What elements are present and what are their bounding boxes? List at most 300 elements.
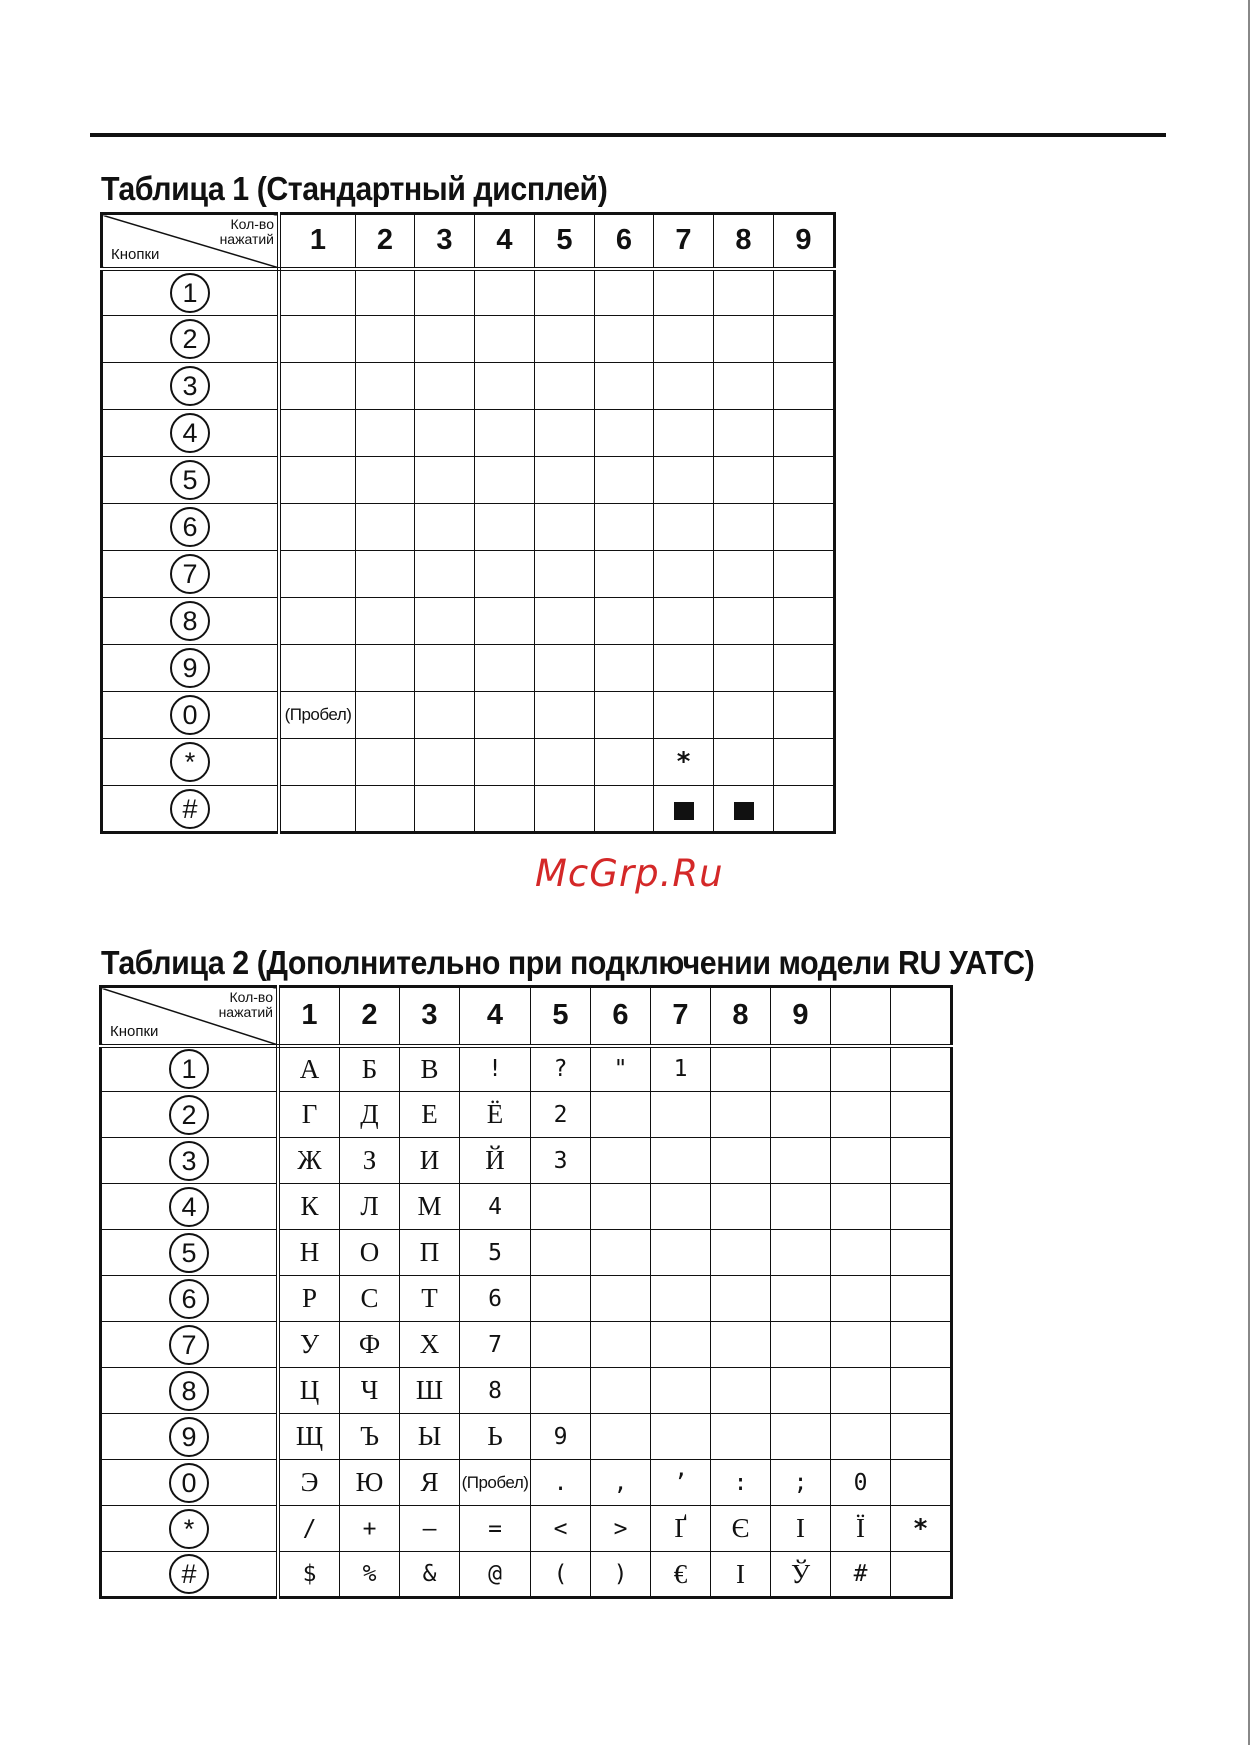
char-cell: Г [278, 1092, 340, 1138]
char-cell: (Пробел) [279, 692, 356, 739]
key-hash-icon: # [169, 1554, 209, 1594]
press-count-header: 4 [460, 987, 531, 1046]
key-cell [101, 1368, 279, 1414]
char-cell [831, 1138, 891, 1184]
table-row [101, 1414, 952, 1460]
char-cell [595, 739, 654, 786]
char-cell [279, 269, 356, 316]
char-cell [654, 363, 714, 410]
char-cell [711, 1276, 771, 1322]
char-cell: < [531, 1506, 591, 1552]
char-cell: Д [340, 1092, 400, 1138]
char-cell [535, 316, 595, 363]
char-cell [531, 1184, 591, 1230]
char-cell: Ф [340, 1322, 400, 1368]
char-cell [774, 363, 835, 410]
char-cell [714, 598, 774, 645]
char-cell: Ы [400, 1414, 460, 1460]
char-cell [531, 1230, 591, 1276]
press-count-header: 4 [475, 214, 535, 269]
char-cell [595, 363, 654, 410]
char-cell [279, 739, 356, 786]
key-cell [101, 1322, 279, 1368]
corner-header-cell [102, 214, 280, 269]
char-cell: Й [460, 1138, 531, 1184]
char-cell: ) [591, 1552, 651, 1598]
char-cell [279, 504, 356, 551]
char-cell [279, 457, 356, 504]
table-row [102, 363, 835, 410]
char-cell [595, 551, 654, 598]
char-cell [774, 551, 835, 598]
char-cell: 4 [460, 1184, 531, 1230]
char-cell [475, 457, 535, 504]
char-cell: Ч [340, 1368, 400, 1414]
key-star-icon: * [170, 742, 210, 782]
buttons-label: Кнопки [111, 245, 160, 263]
char-cell: : [711, 1460, 771, 1506]
char-cell: Х [400, 1322, 460, 1368]
press-count-header: 7 [654, 214, 714, 269]
char-cell [654, 269, 714, 316]
key-cell [101, 1092, 279, 1138]
char-cell [279, 363, 356, 410]
key-cell [102, 504, 280, 551]
char-cell: * [654, 739, 714, 786]
table-row [101, 1276, 952, 1322]
char-cell [475, 363, 535, 410]
table-row [101, 1138, 952, 1184]
char-cell [591, 1322, 651, 1368]
char-cell [774, 504, 835, 551]
press-count-header [831, 987, 891, 1046]
char-cell [714, 504, 774, 551]
char-cell [595, 504, 654, 551]
char-cell [714, 363, 774, 410]
char-cell [651, 1322, 711, 1368]
char-cell [891, 1414, 952, 1460]
press-count-header: 1 [278, 987, 340, 1046]
key-cell [101, 1184, 279, 1230]
char-cell [891, 1230, 952, 1276]
char-cell [654, 504, 714, 551]
char-cell: 9 [531, 1414, 591, 1460]
char-cell [831, 1368, 891, 1414]
char-cell [891, 1368, 952, 1414]
char-cell [475, 692, 535, 739]
char-cell: К [278, 1184, 340, 1230]
char-cell: $ [278, 1552, 340, 1598]
char-cell [714, 457, 774, 504]
char-cell [654, 316, 714, 363]
key-1-icon: 1 [169, 1049, 209, 1089]
table1-title: Таблица 1 (Стандартный дисплей) [101, 170, 608, 207]
char-cell [651, 1230, 711, 1276]
char-cell [654, 598, 714, 645]
char-cell [711, 1046, 771, 1092]
char-cell [891, 1460, 952, 1506]
char-cell [279, 316, 356, 363]
table-row [102, 645, 835, 692]
char-cell [774, 410, 835, 457]
char-cell [356, 739, 415, 786]
char-cell [475, 410, 535, 457]
key-0-icon: 0 [169, 1463, 209, 1503]
char-cell [774, 316, 835, 363]
char-cell [774, 269, 835, 316]
char-cell: С [340, 1276, 400, 1322]
char-cell [475, 504, 535, 551]
char-cell: І [711, 1552, 771, 1598]
char-cell [891, 1138, 952, 1184]
char-cell [831, 1230, 891, 1276]
table-row [101, 1230, 952, 1276]
char-cell [891, 1322, 952, 1368]
char-cell [711, 1368, 771, 1414]
char-cell [651, 1138, 711, 1184]
key-8-icon: 8 [170, 601, 210, 641]
key-cell [102, 363, 280, 410]
char-cell: И [400, 1138, 460, 1184]
char-cell [714, 316, 774, 363]
table-row [101, 1046, 952, 1092]
char-cell [415, 692, 475, 739]
press-count-header: 7 [651, 987, 711, 1046]
char-cell [771, 1368, 831, 1414]
char-cell [475, 551, 535, 598]
char-cell: Ї [831, 1506, 891, 1552]
char-cell: + [340, 1506, 400, 1552]
char-cell [774, 786, 835, 833]
table-row [102, 316, 835, 363]
char-cell [591, 1138, 651, 1184]
char-cell [711, 1230, 771, 1276]
char-cell: У [278, 1322, 340, 1368]
char-cell [415, 410, 475, 457]
char-cell: Ґ [651, 1506, 711, 1552]
char-cell [279, 410, 356, 457]
char-cell [771, 1138, 831, 1184]
table-row [102, 269, 835, 316]
char-cell [891, 1046, 952, 1092]
char-cell: 7 [460, 1322, 531, 1368]
char-cell [714, 786, 774, 833]
table-row [102, 457, 835, 504]
char-cell [595, 269, 654, 316]
key-cell [102, 645, 280, 692]
char-cell: 0 [831, 1460, 891, 1506]
key-0-icon: 0 [170, 695, 210, 735]
char-cell [831, 1276, 891, 1322]
char-cell [535, 645, 595, 692]
char-cell: 2 [531, 1092, 591, 1138]
char-cell [356, 551, 415, 598]
char-cell: ? [531, 1046, 591, 1092]
char-cell [415, 504, 475, 551]
press-count-header: 3 [400, 987, 460, 1046]
char-cell: Ж [278, 1138, 340, 1184]
char-cell [591, 1276, 651, 1322]
press-count-header: 3 [415, 214, 475, 269]
char-cell: Н [278, 1230, 340, 1276]
char-cell: Р [278, 1276, 340, 1322]
key-cell [102, 739, 280, 786]
char-cell [535, 363, 595, 410]
key-cell [101, 1276, 279, 1322]
key-5-icon: 5 [169, 1233, 209, 1273]
char-cell: А [278, 1046, 340, 1092]
char-cell [279, 551, 356, 598]
key-cell [101, 1460, 279, 1506]
char-cell: " [591, 1046, 651, 1092]
char-cell: * [891, 1506, 952, 1552]
key-3-icon: 3 [169, 1141, 209, 1181]
char-cell [279, 598, 356, 645]
press-count-header: 8 [714, 214, 774, 269]
char-cell [831, 1092, 891, 1138]
key-cell [102, 457, 280, 504]
char-cell [714, 410, 774, 457]
char-cell [595, 692, 654, 739]
char-cell [279, 786, 356, 833]
key-8-icon: 8 [169, 1371, 209, 1411]
press-count-header: 6 [591, 987, 651, 1046]
char-cell: ! [460, 1046, 531, 1092]
char-cell: Т [400, 1276, 460, 1322]
char-cell [356, 598, 415, 645]
char-cell [831, 1322, 891, 1368]
char-cell: Ў [771, 1552, 831, 1598]
char-cell [591, 1092, 651, 1138]
char-cell [535, 739, 595, 786]
key-cell [102, 786, 280, 833]
char-cell: € [651, 1552, 711, 1598]
table-row [101, 1184, 952, 1230]
table-row [101, 1460, 952, 1506]
key-cell [101, 1506, 279, 1552]
char-cell [714, 739, 774, 786]
char-cell [475, 316, 535, 363]
char-cell [654, 457, 714, 504]
char-cell [535, 410, 595, 457]
press-count-header [891, 987, 952, 1046]
char-cell: > [591, 1506, 651, 1552]
char-cell: Б [340, 1046, 400, 1092]
corner-header-cell [101, 987, 279, 1046]
char-cell [831, 1046, 891, 1092]
char-cell [774, 692, 835, 739]
table-row [101, 1092, 952, 1138]
char-cell [415, 598, 475, 645]
key-cell [101, 1414, 279, 1460]
char-cell [714, 645, 774, 692]
table-row [102, 504, 835, 551]
char-cell: Ю [340, 1460, 400, 1506]
char-cell: Л [340, 1184, 400, 1230]
char-cell: ( [531, 1552, 591, 1598]
table-row [102, 410, 835, 457]
table-row [102, 551, 835, 598]
press-count-header: 6 [595, 214, 654, 269]
key-1-icon: 1 [170, 273, 210, 313]
char-cell [654, 786, 714, 833]
header-row [102, 214, 835, 269]
char-cell [651, 1184, 711, 1230]
char-cell [415, 551, 475, 598]
char-cell [475, 598, 535, 645]
char-cell [891, 1092, 952, 1138]
key-2-icon: 2 [169, 1095, 209, 1135]
char-cell [356, 457, 415, 504]
char-cell: М [400, 1184, 460, 1230]
char-cell [831, 1184, 891, 1230]
char-cell: Э [278, 1460, 340, 1506]
char-cell [595, 598, 654, 645]
key-5-icon: 5 [170, 460, 210, 500]
char-cell [591, 1184, 651, 1230]
char-cell: Щ [278, 1414, 340, 1460]
char-cell [535, 551, 595, 598]
char-cell: 6 [460, 1276, 531, 1322]
char-cell [356, 316, 415, 363]
char-cell [654, 551, 714, 598]
char-cell [595, 645, 654, 692]
char-cell [591, 1230, 651, 1276]
char-cell: ; [771, 1460, 831, 1506]
buttons-label: Кнопки [110, 1022, 159, 1040]
char-cell [714, 269, 774, 316]
press-count-header: 5 [535, 214, 595, 269]
key-9-icon: 9 [170, 648, 210, 688]
char-cell: П [400, 1230, 460, 1276]
char-cell: = [460, 1506, 531, 1552]
press-count-header: 2 [356, 214, 415, 269]
char-cell [591, 1368, 651, 1414]
char-cell [415, 739, 475, 786]
char-cell: В [400, 1046, 460, 1092]
char-cell [651, 1092, 711, 1138]
char-cell [356, 363, 415, 410]
press-count-header: 8 [711, 987, 771, 1046]
char-cell [415, 316, 475, 363]
press-count-header: 9 [771, 987, 831, 1046]
press-count-header: 5 [531, 987, 591, 1046]
char-cell [651, 1414, 711, 1460]
char-cell [774, 457, 835, 504]
char-cell [535, 269, 595, 316]
char-cell [595, 316, 654, 363]
key-9-icon: 9 [169, 1417, 209, 1457]
char-cell [535, 457, 595, 504]
char-cell: Ё [460, 1092, 531, 1138]
char-cell: Ъ [340, 1414, 400, 1460]
char-cell [771, 1322, 831, 1368]
key-6-icon: 6 [170, 507, 210, 547]
char-cell [279, 645, 356, 692]
table2-ru-pbx-characters [99, 985, 953, 1599]
char-cell [711, 1138, 771, 1184]
char-cell [356, 692, 415, 739]
char-cell [531, 1368, 591, 1414]
char-cell [774, 739, 835, 786]
char-cell: 1 [651, 1046, 711, 1092]
char-cell [771, 1092, 831, 1138]
char-cell: (Пробел) [460, 1460, 531, 1506]
char-cell [771, 1414, 831, 1460]
table-row [102, 598, 835, 645]
table-row [102, 786, 835, 833]
char-cell [774, 645, 835, 692]
key-cell [102, 410, 280, 457]
char-cell [711, 1092, 771, 1138]
key-cell [102, 316, 280, 363]
key-7-icon: 7 [169, 1325, 209, 1365]
key-cell [102, 551, 280, 598]
char-cell [475, 645, 535, 692]
key-2-icon: 2 [170, 319, 210, 359]
key-cell [101, 1046, 279, 1092]
header-row [101, 987, 952, 1046]
char-cell: , [591, 1460, 651, 1506]
char-cell [771, 1276, 831, 1322]
char-cell [415, 457, 475, 504]
char-cell [356, 645, 415, 692]
table-row [101, 1322, 952, 1368]
char-cell: & [400, 1552, 460, 1598]
char-cell: Е [400, 1092, 460, 1138]
char-cell [651, 1368, 711, 1414]
char-cell: 5 [460, 1230, 531, 1276]
char-cell [711, 1322, 771, 1368]
char-cell: — [400, 1506, 460, 1552]
char-cell [356, 269, 415, 316]
table1-standard-display [100, 212, 836, 834]
char-cell [475, 786, 535, 833]
char-cell: Ц [278, 1368, 340, 1414]
key-cell [101, 1230, 279, 1276]
char-cell [891, 1184, 952, 1230]
char-cell: Ь [460, 1414, 531, 1460]
char-cell [356, 786, 415, 833]
char-cell [415, 269, 475, 316]
char-cell [891, 1552, 952, 1598]
key-4-icon: 4 [170, 413, 210, 453]
char-cell [654, 410, 714, 457]
char-cell: 3 [531, 1138, 591, 1184]
char-cell [771, 1184, 831, 1230]
char-cell [356, 504, 415, 551]
watermark: McGrp.Ru [535, 852, 724, 895]
char-cell: @ [460, 1552, 531, 1598]
char-cell [595, 786, 654, 833]
char-cell [774, 598, 835, 645]
char-cell: Я [400, 1460, 460, 1506]
char-cell: І [771, 1506, 831, 1552]
char-cell [475, 739, 535, 786]
char-cell [651, 1276, 711, 1322]
key-3-icon: 3 [170, 366, 210, 406]
page-edge-line [1248, 0, 1250, 1745]
table-row [102, 692, 835, 739]
char-cell [771, 1046, 831, 1092]
top-rule [90, 133, 1166, 137]
key-cell [102, 598, 280, 645]
char-cell [531, 1276, 591, 1322]
black-block-icon [734, 802, 754, 820]
char-cell: % [340, 1552, 400, 1598]
char-cell [535, 692, 595, 739]
char-cell [891, 1276, 952, 1322]
